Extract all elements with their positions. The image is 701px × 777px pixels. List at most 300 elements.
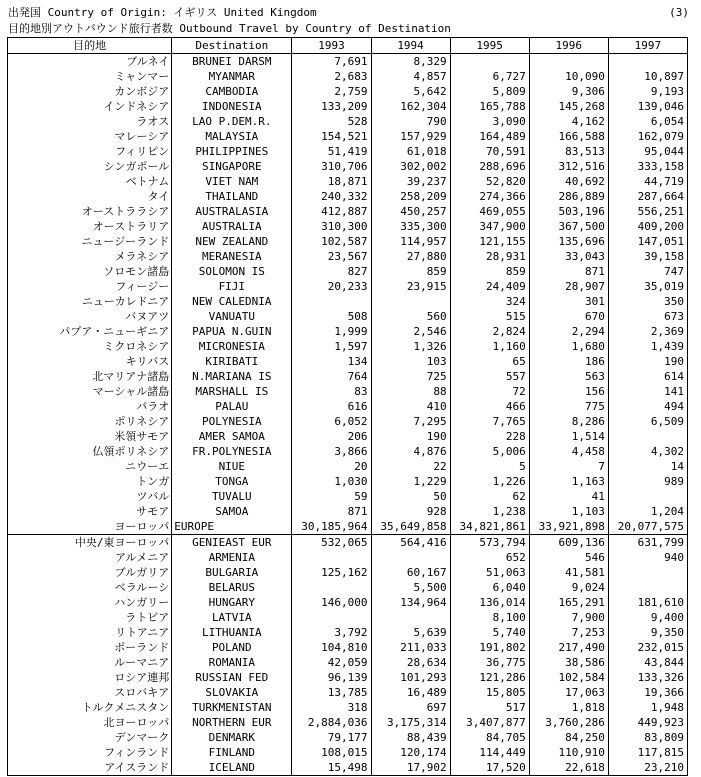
table-row	[8, 174, 688, 189]
table-row	[8, 595, 688, 610]
destination-en: FIJI	[172, 279, 292, 294]
destination-jp: ニウーエ	[8, 459, 172, 474]
value-cell: 5,809	[450, 84, 529, 99]
value-cell: 1,160	[450, 339, 529, 354]
destination-en: MICRONESIA	[172, 339, 292, 354]
destination-en: LATVIA	[172, 610, 292, 625]
destination-en: NEW ZEALAND	[172, 234, 292, 249]
value-cell: 286,889	[529, 189, 608, 204]
value-cell: 51,063	[450, 565, 529, 580]
destination-en: NORTHERN EUR	[172, 715, 292, 730]
destination-en: PAPUA N.GUIN	[172, 324, 292, 339]
value-cell: 24,409	[450, 279, 529, 294]
report-header	[0, 5, 701, 20]
value-cell: 190	[608, 354, 687, 369]
destination-en: AUSTRALASIA	[172, 204, 292, 219]
value-cell: 631,799	[608, 535, 687, 551]
destination-en: ICELAND	[172, 760, 292, 776]
value-cell: 110,910	[529, 745, 608, 760]
value-cell: 1,030	[292, 474, 371, 489]
value-cell: 347,900	[450, 219, 529, 234]
value-cell	[292, 294, 371, 309]
value-cell: 258,209	[371, 189, 450, 204]
value-cell: 146,000	[292, 595, 371, 610]
value-cell: 557	[450, 369, 529, 384]
value-cell: 84,250	[529, 730, 608, 745]
col-header-year: 1997	[608, 38, 687, 54]
value-cell: 5,639	[371, 625, 450, 640]
value-cell: 232,015	[608, 640, 687, 655]
destination-jp: ブルガリア	[8, 565, 172, 580]
value-cell	[292, 550, 371, 565]
table-row	[8, 685, 688, 700]
value-cell: 1,597	[292, 339, 371, 354]
destination-en: LAO P.DEM.R.	[172, 114, 292, 129]
value-cell: 1,204	[608, 504, 687, 519]
value-cell: 546	[529, 550, 608, 565]
table-row	[8, 234, 688, 249]
value-cell: 9,306	[529, 84, 608, 99]
value-cell: 8,286	[529, 414, 608, 429]
destination-en: BRUNEI DARSM	[172, 54, 292, 70]
value-cell: 2,884,036	[292, 715, 371, 730]
value-cell: 164,489	[450, 129, 529, 144]
destination-en: POLYNESIA	[172, 414, 292, 429]
value-cell: 39,237	[371, 174, 450, 189]
destination-jp: マーシャル諸島	[8, 384, 172, 399]
value-cell: 2,824	[450, 324, 529, 339]
value-cell: 1,514	[529, 429, 608, 444]
value-cell: 6,727	[450, 69, 529, 84]
value-cell: 162,304	[371, 99, 450, 114]
value-cell: 2,546	[371, 324, 450, 339]
value-cell: 72	[450, 384, 529, 399]
value-cell	[608, 54, 687, 70]
destination-en: KIRIBATI	[172, 354, 292, 369]
destination-jp: タイ	[8, 189, 172, 204]
value-cell: 310,300	[292, 219, 371, 234]
table-row	[8, 264, 688, 279]
value-cell: 302,002	[371, 159, 450, 174]
value-cell	[371, 294, 450, 309]
value-cell: 7,691	[292, 54, 371, 70]
value-cell: 70,591	[450, 144, 529, 159]
value-cell: 616	[292, 399, 371, 414]
value-cell: 652	[450, 550, 529, 565]
table-row	[8, 715, 688, 730]
table-row	[8, 489, 688, 504]
destination-en: TUVALU	[172, 489, 292, 504]
value-cell: 166,588	[529, 129, 608, 144]
destination-jp: 仏領ポリネシア	[8, 444, 172, 459]
value-cell: 17,520	[450, 760, 529, 776]
value-cell: 36,775	[450, 655, 529, 670]
value-cell: 515	[450, 309, 529, 324]
destination-jp: ミャンマー	[8, 69, 172, 84]
value-cell: 28,931	[450, 249, 529, 264]
value-cell: 312,516	[529, 159, 608, 174]
destination-jp: ハンガリー	[8, 595, 172, 610]
table-row	[8, 474, 688, 489]
table-row	[8, 144, 688, 159]
value-cell: 23,915	[371, 279, 450, 294]
value-cell: 141	[608, 384, 687, 399]
value-cell: 20	[292, 459, 371, 474]
table-row	[8, 414, 688, 429]
value-cell: 3,760,286	[529, 715, 608, 730]
table-row	[8, 399, 688, 414]
value-cell: 940	[608, 550, 687, 565]
table-row	[8, 700, 688, 715]
col-header-year: 1993	[292, 38, 371, 54]
table-row	[8, 369, 688, 384]
destination-jp: フィージー	[8, 279, 172, 294]
destination-en: VIET NAM	[172, 174, 292, 189]
destination-en: NIUE	[172, 459, 292, 474]
value-cell: 449,923	[608, 715, 687, 730]
table-row	[8, 129, 688, 144]
value-cell: 3,792	[292, 625, 371, 640]
value-cell: 162,079	[608, 129, 687, 144]
table-row	[8, 309, 688, 324]
value-cell: 191,802	[450, 640, 529, 655]
destination-jp: トンガ	[8, 474, 172, 489]
value-cell: 790	[371, 114, 450, 129]
value-cell: 1,238	[450, 504, 529, 519]
value-cell: 563	[529, 369, 608, 384]
table-row	[8, 69, 688, 84]
value-cell: 1,226	[450, 474, 529, 489]
destination-jp: ラトビア	[8, 610, 172, 625]
value-cell: 101,293	[371, 670, 450, 685]
value-cell: 121,155	[450, 234, 529, 249]
destination-en: TONGA	[172, 474, 292, 489]
value-cell: 120,174	[371, 745, 450, 760]
destination-en: AMER SAMOA	[172, 429, 292, 444]
value-cell: 206	[292, 429, 371, 444]
value-cell: 9,024	[529, 580, 608, 595]
value-cell: 133,209	[292, 99, 371, 114]
value-cell: 84,705	[450, 730, 529, 745]
value-cell: 9,350	[608, 625, 687, 640]
value-cell: 83,513	[529, 144, 608, 159]
value-cell	[292, 610, 371, 625]
value-cell: 39,158	[608, 249, 687, 264]
value-cell: 4,857	[371, 69, 450, 84]
destination-jp: ルーマニア	[8, 655, 172, 670]
value-cell: 1,439	[608, 339, 687, 354]
destination-jp: ポリネシア	[8, 414, 172, 429]
destination-en: CAMBODIA	[172, 84, 292, 99]
destination-jp: パラオ	[8, 399, 172, 414]
value-cell: 147,051	[608, 234, 687, 249]
value-cell: 409,200	[608, 219, 687, 234]
destination-jp: ラオス	[8, 114, 172, 129]
value-cell: 96,139	[292, 670, 371, 685]
value-cell: 335,300	[371, 219, 450, 234]
value-cell: 4,162	[529, 114, 608, 129]
value-cell: 1,948	[608, 700, 687, 715]
destination-en: AUSTRALIA	[172, 219, 292, 234]
value-cell: 19,366	[608, 685, 687, 700]
value-cell: 3,090	[450, 114, 529, 129]
destination-en: VANUATU	[172, 309, 292, 324]
value-cell: 181,610	[608, 595, 687, 610]
value-cell: 827	[292, 264, 371, 279]
value-cell: 2,294	[529, 324, 608, 339]
destination-jp: ソロモン諸島	[8, 264, 172, 279]
table-row	[8, 459, 688, 474]
value-cell: 5,006	[450, 444, 529, 459]
value-cell: 333,158	[608, 159, 687, 174]
value-cell: 83,809	[608, 730, 687, 745]
destination-en: GENIEAST EUR	[172, 535, 292, 551]
table-row	[8, 159, 688, 174]
table-row	[8, 550, 688, 565]
value-cell	[608, 429, 687, 444]
value-cell: 1,999	[292, 324, 371, 339]
table-row	[8, 640, 688, 655]
destination-en: LITHUANIA	[172, 625, 292, 640]
destination-en: MYANMAR	[172, 69, 292, 84]
destination-en: ROMANIA	[172, 655, 292, 670]
table-row	[8, 625, 688, 640]
table-row	[8, 339, 688, 354]
destination-jp: 米領サモア	[8, 429, 172, 444]
value-cell: 871	[292, 504, 371, 519]
value-cell: 22,618	[529, 760, 608, 776]
value-cell: 1,818	[529, 700, 608, 715]
value-cell: 88,439	[371, 730, 450, 745]
value-cell: 103	[371, 354, 450, 369]
value-cell: 859	[371, 264, 450, 279]
value-cell: 33,043	[529, 249, 608, 264]
destination-en: SINGAPORE	[172, 159, 292, 174]
value-cell: 7,295	[371, 414, 450, 429]
destination-jp: ミクロネシア	[8, 339, 172, 354]
destination-jp: ツバル	[8, 489, 172, 504]
destination-jp: フィリピン	[8, 144, 172, 159]
destination-en: FINLAND	[172, 745, 292, 760]
destination-jp: パプア・ニューギニア	[8, 324, 172, 339]
value-cell: 1,680	[529, 339, 608, 354]
table-row	[8, 504, 688, 519]
destination-jp: ヨーロッパ	[8, 519, 172, 535]
table-row	[8, 730, 688, 745]
table-row	[8, 535, 688, 551]
value-cell	[371, 610, 450, 625]
table-caption: 目的地別アウトバウンド旅行者数 Outbound Travel by Country of Destination	[8, 22, 451, 35]
destination-en: RUSSIAN FED	[172, 670, 292, 685]
value-cell: 22	[371, 459, 450, 474]
destination-jp: アイスランド	[8, 760, 172, 776]
value-cell: 14	[608, 459, 687, 474]
value-cell: 50	[371, 489, 450, 504]
table-row	[8, 444, 688, 459]
value-cell: 6,052	[292, 414, 371, 429]
value-cell: 747	[608, 264, 687, 279]
destination-en: NEW CALEDNIA	[172, 294, 292, 309]
value-cell: 23,567	[292, 249, 371, 264]
value-cell: 1,326	[371, 339, 450, 354]
value-cell: 186	[529, 354, 608, 369]
value-cell: 102,587	[292, 234, 371, 249]
page-number: (3)	[669, 6, 689, 19]
value-cell: 673	[608, 309, 687, 324]
destination-en: INDONESIA	[172, 99, 292, 114]
destination-jp: マレーシア	[8, 129, 172, 144]
value-cell: 42,059	[292, 655, 371, 670]
value-cell: 450,257	[371, 204, 450, 219]
value-cell: 79,177	[292, 730, 371, 745]
destination-en: N.MARIANA IS	[172, 369, 292, 384]
value-cell: 775	[529, 399, 608, 414]
destination-jp: サモア	[8, 504, 172, 519]
value-cell: 20,077,575	[608, 519, 687, 535]
value-cell: 17,063	[529, 685, 608, 700]
value-cell: 871	[529, 264, 608, 279]
value-cell: 5	[450, 459, 529, 474]
table-row	[8, 655, 688, 670]
value-cell: 3,175,314	[371, 715, 450, 730]
value-cell: 61,018	[371, 144, 450, 159]
table-row	[8, 114, 688, 129]
value-cell: 95,044	[608, 144, 687, 159]
value-cell: 1,163	[529, 474, 608, 489]
value-cell: 108,015	[292, 745, 371, 760]
table-row	[8, 204, 688, 219]
value-cell: 3,407,877	[450, 715, 529, 730]
value-cell: 614	[608, 369, 687, 384]
value-cell: 165,788	[450, 99, 529, 114]
table-row	[8, 249, 688, 264]
table-row	[8, 189, 688, 204]
value-cell: 670	[529, 309, 608, 324]
destination-en: DENMARK	[172, 730, 292, 745]
value-cell: 165,291	[529, 595, 608, 610]
value-cell: 573,794	[450, 535, 529, 551]
destination-jp: カンボジア	[8, 84, 172, 99]
destination-en: SOLOMON IS	[172, 264, 292, 279]
table-row	[8, 610, 688, 625]
value-cell: 44,719	[608, 174, 687, 189]
value-cell: 367,500	[529, 219, 608, 234]
value-cell: 228	[450, 429, 529, 444]
table-row	[8, 580, 688, 595]
value-cell: 288,696	[450, 159, 529, 174]
value-cell: 102,584	[529, 670, 608, 685]
value-cell: 1,229	[371, 474, 450, 489]
destination-en: TURKMENISTAN	[172, 700, 292, 715]
value-cell: 121,286	[450, 670, 529, 685]
destination-en: EUROPE	[172, 519, 292, 535]
table-row	[8, 354, 688, 369]
destination-jp: フィンランド	[8, 745, 172, 760]
destination-jp: デンマーク	[8, 730, 172, 745]
value-cell: 560	[371, 309, 450, 324]
value-cell: 564,416	[371, 535, 450, 551]
destination-jp: インドネシア	[8, 99, 172, 114]
table-row	[8, 84, 688, 99]
destination-en: BELARUS	[172, 580, 292, 595]
value-cell: 15,805	[450, 685, 529, 700]
value-cell: 494	[608, 399, 687, 414]
destination-jp: ニューカレドニア	[8, 294, 172, 309]
value-cell: 136,014	[450, 595, 529, 610]
col-header-year: 1996	[529, 38, 608, 54]
destination-jp: オーストラリア	[8, 219, 172, 234]
value-cell: 51,419	[292, 144, 371, 159]
value-cell: 240,332	[292, 189, 371, 204]
value-cell: 517	[450, 700, 529, 715]
value-cell: 764	[292, 369, 371, 384]
value-cell: 2,759	[292, 84, 371, 99]
destination-en: FR.POLYNESIA	[172, 444, 292, 459]
table-row	[8, 219, 688, 234]
value-cell: 83	[292, 384, 371, 399]
value-cell: 17,902	[371, 760, 450, 776]
value-cell	[608, 580, 687, 595]
value-cell: 114,957	[371, 234, 450, 249]
outbound-travel-table	[7, 37, 688, 776]
value-cell: 2,683	[292, 69, 371, 84]
value-cell: 211,033	[371, 640, 450, 655]
value-cell: 117,815	[608, 745, 687, 760]
value-cell: 324	[450, 294, 529, 309]
value-cell	[292, 580, 371, 595]
value-cell: 190	[371, 429, 450, 444]
destination-en: ARMENIA	[172, 550, 292, 565]
value-cell: 1,103	[529, 504, 608, 519]
table-row	[8, 745, 688, 760]
value-cell: 9,193	[608, 84, 687, 99]
value-cell: 13,785	[292, 685, 371, 700]
table-row	[8, 670, 688, 685]
value-cell: 43,844	[608, 655, 687, 670]
value-cell: 466	[450, 399, 529, 414]
value-cell: 41	[529, 489, 608, 504]
destination-en: PALAU	[172, 399, 292, 414]
destination-en: POLAND	[172, 640, 292, 655]
table-row	[8, 279, 688, 294]
value-cell: 556,251	[608, 204, 687, 219]
destination-jp: ニュージーランド	[8, 234, 172, 249]
value-cell: 928	[371, 504, 450, 519]
value-cell: 125,162	[292, 565, 371, 580]
value-cell: 60,167	[371, 565, 450, 580]
value-cell: 697	[371, 700, 450, 715]
value-cell	[450, 54, 529, 70]
value-cell: 274,366	[450, 189, 529, 204]
destination-jp: ベラルーシ	[8, 580, 172, 595]
destination-en: THAILAND	[172, 189, 292, 204]
value-cell: 503,196	[529, 204, 608, 219]
value-cell: 157,929	[371, 129, 450, 144]
value-cell: 301	[529, 294, 608, 309]
value-cell: 133,326	[608, 670, 687, 685]
value-cell: 5,642	[371, 84, 450, 99]
value-cell: 59	[292, 489, 371, 504]
value-cell: 33,921,898	[529, 519, 608, 535]
value-cell: 532,065	[292, 535, 371, 551]
value-cell: 287,664	[608, 189, 687, 204]
table-row	[8, 429, 688, 444]
col-header-destination: Destination	[172, 38, 292, 54]
value-cell: 10,090	[529, 69, 608, 84]
value-cell: 20,233	[292, 279, 371, 294]
value-cell	[529, 54, 608, 70]
value-cell: 2,369	[608, 324, 687, 339]
